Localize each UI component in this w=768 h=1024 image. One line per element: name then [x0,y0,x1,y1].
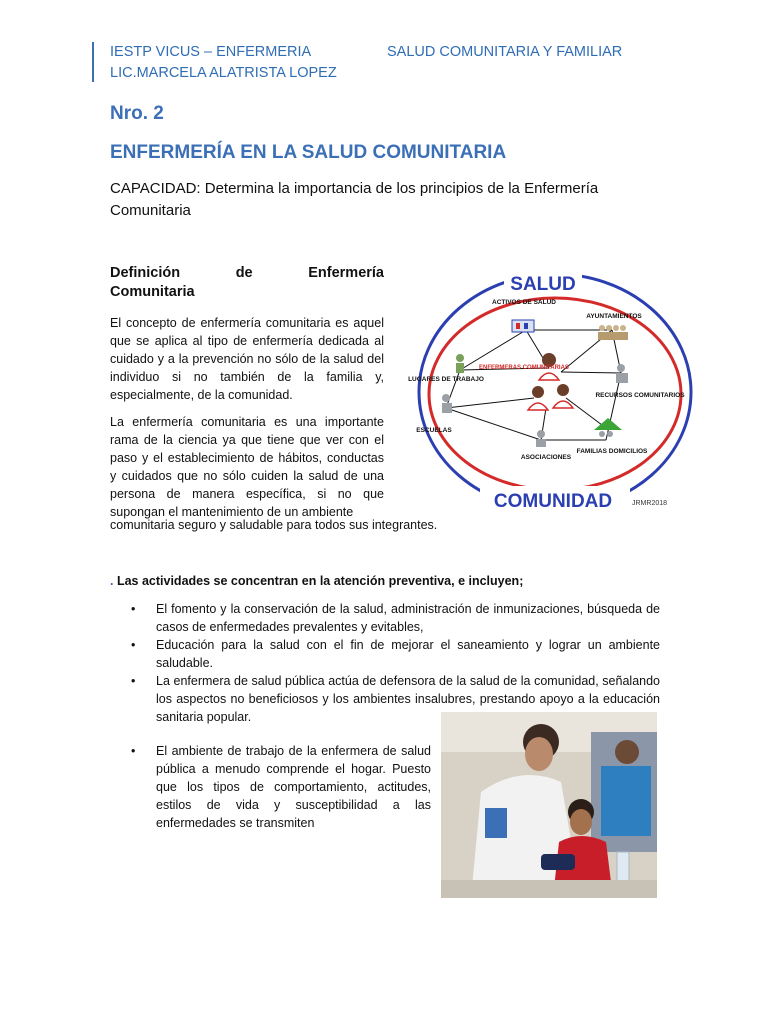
bullet: • [131,638,136,652]
header-author: LIC.MARCELA ALATRISTA LOPEZ [110,65,337,81]
header-course: SALUD COMUNITARIA Y FAMILIAR [387,44,623,60]
nurse-blood-pressure-photo [441,712,657,898]
capacity-statement [110,178,670,222]
activities-dot: . [110,574,114,588]
recursos-icon [616,364,628,383]
activities-list-continued [128,742,431,832]
node-ayuntamientos: AYUNTAMIENTOS [586,313,642,320]
bullet: • [131,744,136,758]
activities-intro [110,574,523,588]
list-item-text: La enfermera de salud pública actúa de defensora de la salud de la comunidad, señalando los aspectos no beneficiosos y los ambientes insalubres, prestando apoyo a la educación sanitaria popular. [156,674,660,724]
activities-intro-text: Las actividades se concentran en la atención preventiva, e incluyen; [113,574,524,588]
familias-icon [594,418,622,437]
node-center: ENFERMERAS COMUNITARIAS [479,365,569,371]
node-activos: ACTIVOS DE SALUD [492,299,556,306]
capacity-label: CAPACIDAD: [110,180,201,197]
ayuntamientos-icon [598,325,628,340]
comunidad-label: COMUNIDAD [493,491,613,512]
nurses-icon [528,353,573,410]
node-asociaciones: ASOCIACIONES [520,454,572,461]
capacity-text: Determina la importancia de los principios de la Enfermería Comunitaria [110,180,599,219]
bullet: • [131,674,136,688]
section-heading-line2: Comunitaria [110,284,195,300]
definition-paragraph-2-end: comunitaria seguro y saludable para todos sus integrantes. [110,518,438,532]
node-lugares: LUGARES DE TRABAJO [408,376,484,383]
activities-list [128,600,660,726]
list-item-text: El fomento y la conservación de la salud, administración de inmunizaciones, búsqueda de casos de enfermedades prevalentes y evitables, [156,602,660,634]
list-item [128,742,431,832]
node-familias: FAMILIAS DOMICILIOS [576,448,648,455]
header-institution: IESTP VICUS – ENFERMERIA [110,44,312,60]
diagram-credit: JRMR2018 [632,500,668,507]
document-number: Nro. 2 [110,103,164,124]
node-recursos: RECURSOS COMUNITARIOS [595,392,685,399]
network-lines [446,330,621,440]
list-item [128,600,660,636]
bullet: • [131,602,136,616]
definition-paragraph-1: El concepto de enfermería comunitaria es aquel que se aplica al tipo de enfermería dedicada al cuidado y a la prevención no sólo de la salud del individuo si no también de la familia y, especialmente, de la comunidad. [110,316,384,402]
node-escuelas: ESCUELAS [416,427,452,434]
community-nursing-diagram [408,268,694,514]
lugares-icon [456,354,464,373]
header-rule [92,42,94,82]
section-heading-line1: Definición de Enfermería [110,265,384,281]
list-item-text: Educación para la salud con el fin de mejorar el saneamiento y lograr un ambiente saludable. [156,638,660,670]
list-item [128,636,660,672]
salud-label: SALUD [510,274,576,295]
document-title: ENFERMERÍA EN LA SALUD COMUNITARIA [110,142,507,163]
list-item-text: El ambiente de trabajo de la enfermera de salud pública a menudo comprende el hogar. Puesto que los tipos de comportamiento, actitudes, estilos de vida y susceptibilidad a las enfermedades se transmiten [156,744,431,830]
definition-paragraph-2: La enfermería comunitaria es una importante rama de la ciencia ya que tiene que ver con el paso y el establecimiento de hábitos, conductas y cuidados que no sólo cuiden la salud de una persona de manera específica, si no que supongan el mantenimiento de un ambiente [110,415,384,519]
activos-icon [512,320,534,332]
